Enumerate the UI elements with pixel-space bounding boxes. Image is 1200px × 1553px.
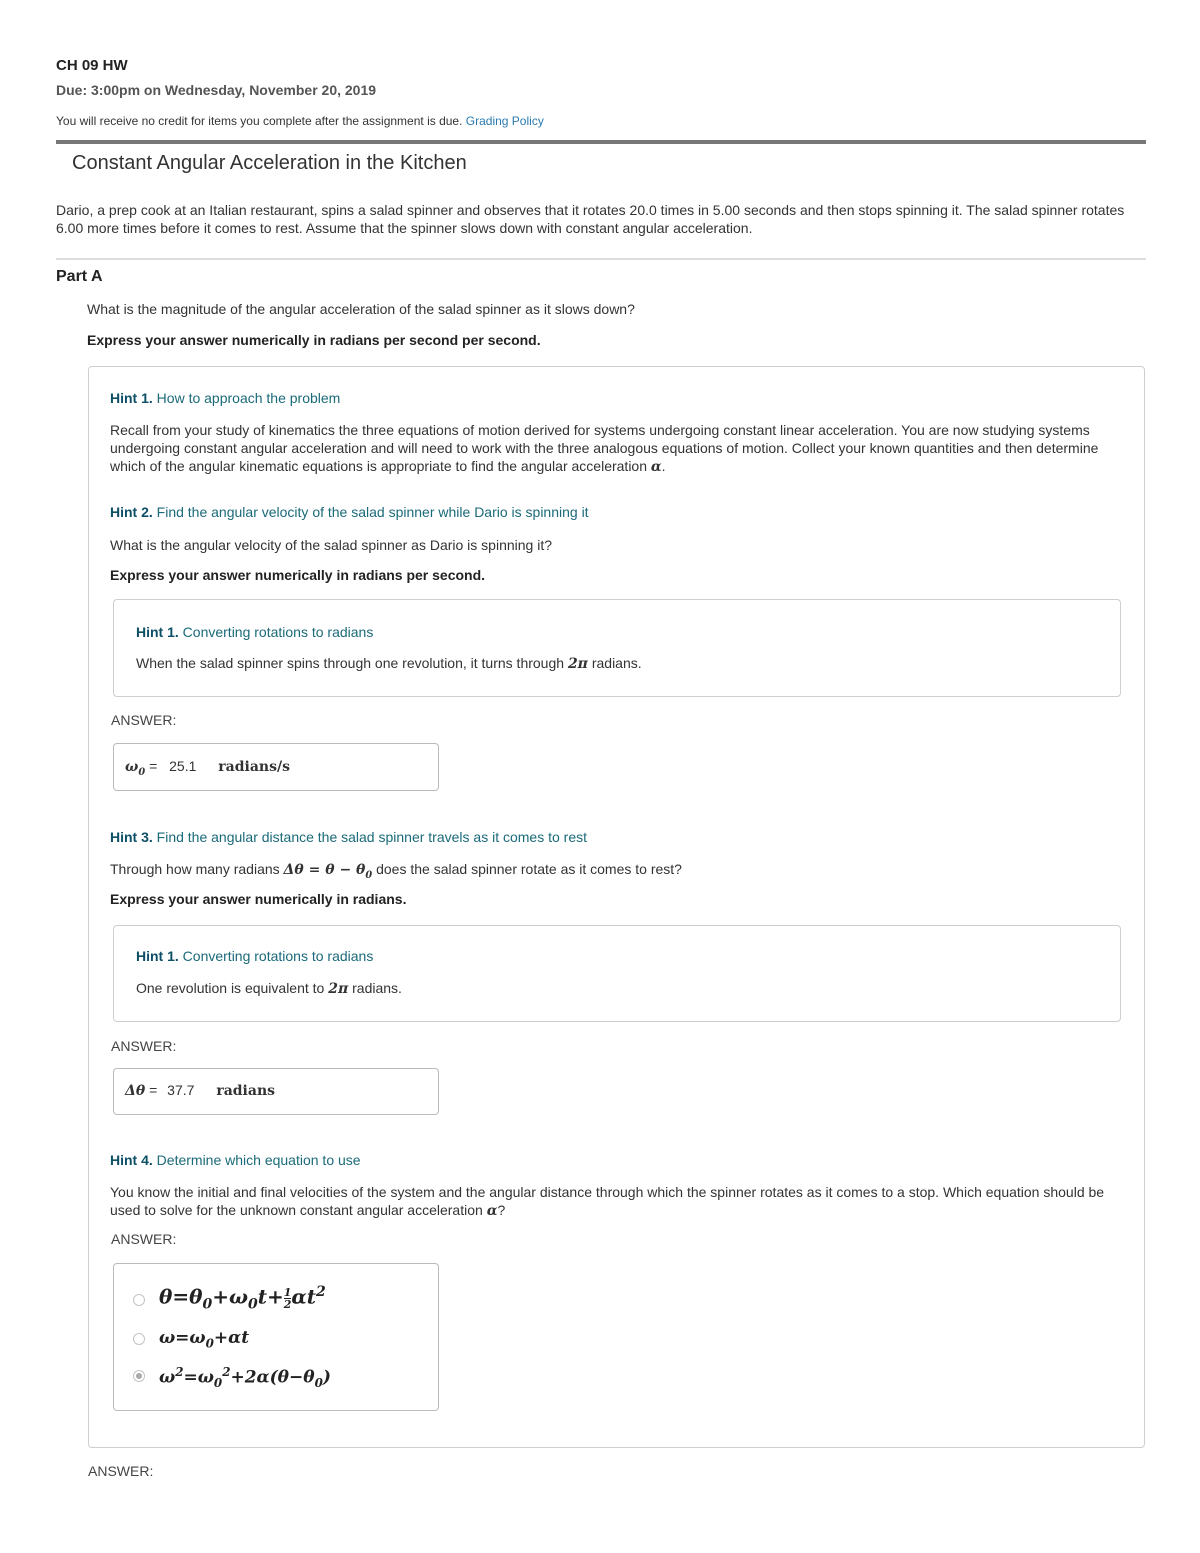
section-divider (56, 258, 1146, 260)
hint-2-subhint-text (136, 654, 642, 673)
hint-1-end: . (661, 458, 666, 474)
hint-1-header[interactable] (110, 390, 340, 406)
grading-policy-link[interactable]: Grading Policy (465, 114, 544, 128)
hint-1-number: Hint 1. (110, 390, 153, 406)
hint-3-subhint-after: radians. (352, 980, 402, 996)
hint-3-answer (125, 1082, 275, 1099)
hint-4-title: Determine which equation to use (156, 1152, 361, 1168)
hint-1-title: How to approach the problem (156, 390, 341, 406)
two-pi-symbol: 2π (567, 656, 588, 672)
hint-2-title: Find the angular velocity of the salad spinner while Dario is spinning it (156, 504, 589, 520)
part-a-instructions: Express your answer numerically in radians per second per second. (87, 332, 541, 348)
problem-title: Constant Angular Acceleration in the Kitchen (72, 152, 467, 174)
hint-3-subhint-number: Hint 1. (136, 948, 179, 964)
hint-2-header[interactable] (110, 504, 589, 520)
equation-option-3[interactable]: $\omega^2=\omega_0^2+2\alpha(\theta-\theta_0)$ (159, 1365, 331, 1391)
hint-2-subhint-header[interactable] (136, 624, 373, 640)
hint-2-question: What is the angular velocity of the salad spinner as Dario is spinning it? (110, 537, 553, 553)
hint-2-answer-box (113, 743, 439, 791)
equation-option-3-radio[interactable] (133, 1370, 145, 1382)
late-notice (56, 114, 544, 128)
alpha-symbol: α (650, 459, 662, 475)
hint-4-end: ? (497, 1202, 506, 1218)
hint-4-header[interactable] (110, 1152, 361, 1168)
part-a-label: Part A (56, 268, 103, 285)
hint-3-subhint-text (136, 979, 402, 998)
hint-4-body: You know the initial and final velocities of the system and the angular distance through which the spinner rotates as it comes to a stop. Which equation should be used to solve for the unknown constant angular acceleration (110, 1184, 1105, 1218)
hint-2-subhint-title: Converting rotations to radians (182, 624, 374, 640)
hint-2-subhint-panel (113, 599, 1121, 697)
equation-option-2[interactable]: $\omega=\omega_0+\alpha t$ (159, 1328, 250, 1351)
hint-4-number: Hint 4. (110, 1152, 153, 1168)
omega-subscript: 0 (138, 766, 146, 778)
hint-1-text (110, 421, 1125, 476)
alpha-symbol: α (486, 1203, 498, 1219)
delta-theta-expression: Δθ = θ − θ (283, 862, 366, 878)
equation-option-1-radio[interactable] (133, 1294, 145, 1306)
hint-4-answer-label: ANSWER: (111, 1231, 177, 1247)
angular-distance-value[interactable]: 37.7 (167, 1082, 195, 1098)
hint-3-question (110, 860, 682, 885)
hint-3-subhint-header[interactable] (136, 948, 373, 964)
hint-3-subhint-title: Converting rotations to radians (182, 948, 374, 964)
hint-2-subhint-number: Hint 1. (136, 624, 179, 640)
problem-statement: Dario, a prep cook at an Italian restaurant, spins a salad spinner and observes that it rotates 20.0 times in 5.00 seconds and then stops spinning it. The salad spinner rotates 6.00 more times before it comes to rest. Assume that the spinner slows down with constant angular acceleration. (56, 202, 1125, 236)
hint-3-q-after: does the salad spinner rotate as it comes to rest? (376, 861, 682, 877)
late-notice-text: You will receive no credit for items you complete after the assignment is due. (56, 114, 463, 128)
hint-3-answer-label: ANSWER: (111, 1038, 177, 1054)
delta-theta-symbol: Δθ (125, 1083, 146, 1099)
angular-distance-unit: radians (216, 1083, 275, 1099)
due-date: Due: 3:00pm on Wednesday, November 20, 2019 (56, 82, 377, 98)
hint-2-subhint-before: When the salad spinner spins through one revolution, it turns through (136, 655, 565, 671)
hint-2-answer-label: ANSWER: (111, 712, 177, 728)
hint-2-number: Hint 2. (110, 504, 153, 520)
hints-panel (88, 366, 1145, 1448)
angular-velocity-value[interactable]: 25.1 (169, 758, 197, 774)
hint-4-text (110, 1183, 1110, 1220)
hint-3-q-before: Through how many radians (110, 861, 280, 877)
hint-3-subhint-before: One revolution is equivalent to (136, 980, 325, 996)
equals-sign: = (149, 1082, 158, 1098)
hint-2-answer (125, 758, 290, 778)
equation-option-2-radio[interactable] (133, 1333, 145, 1345)
hint-3-subhint-panel (113, 925, 1121, 1022)
assignment-title: CH 09 HW (56, 57, 128, 74)
equation-choice-box (113, 1263, 439, 1411)
hint-3-header[interactable] (110, 829, 587, 845)
theta-subscript: 0 (365, 869, 373, 881)
hint-3-instructions: Express your answer numerically in radians. (110, 891, 407, 907)
part-a-question: What is the magnitude of the angular acceleration of the salad spinner as it slows down? (87, 301, 635, 317)
equals-sign: = (149, 758, 158, 774)
hint-2-subhint-after: radians. (591, 655, 642, 671)
header-divider (56, 140, 1146, 144)
part-a-answer-label: ANSWER: (88, 1463, 154, 1479)
hint-2-instructions: Express your answer numerically in radians per second. (110, 567, 486, 583)
hint-1-body: Recall from your study of kinematics the three equations of motion derived for systems undergoing constant linear acceleration. You are now studying systems undergoing constant angular acceleration and will need to work with the three analogous equations of motion. Collect your known quantities and then determine which of the angular kinematic equations is appropriate to find the angular acceleration (110, 422, 1099, 474)
angular-velocity-unit: radians/s (218, 759, 290, 775)
two-pi-symbol: 2π (328, 981, 349, 997)
hint-3-number: Hint 3. (110, 829, 153, 845)
equation-option-1[interactable]: $\theta=\theta_0+\omega_0t+$ $\frac{1}{2}$ $\alpha t^2$ (159, 1284, 326, 1313)
hint-3-title: Find the angular distance the salad spinner travels as it comes to rest (156, 829, 588, 845)
omega-symbol: ω (125, 759, 139, 775)
hint-3-answer-box (113, 1068, 439, 1115)
